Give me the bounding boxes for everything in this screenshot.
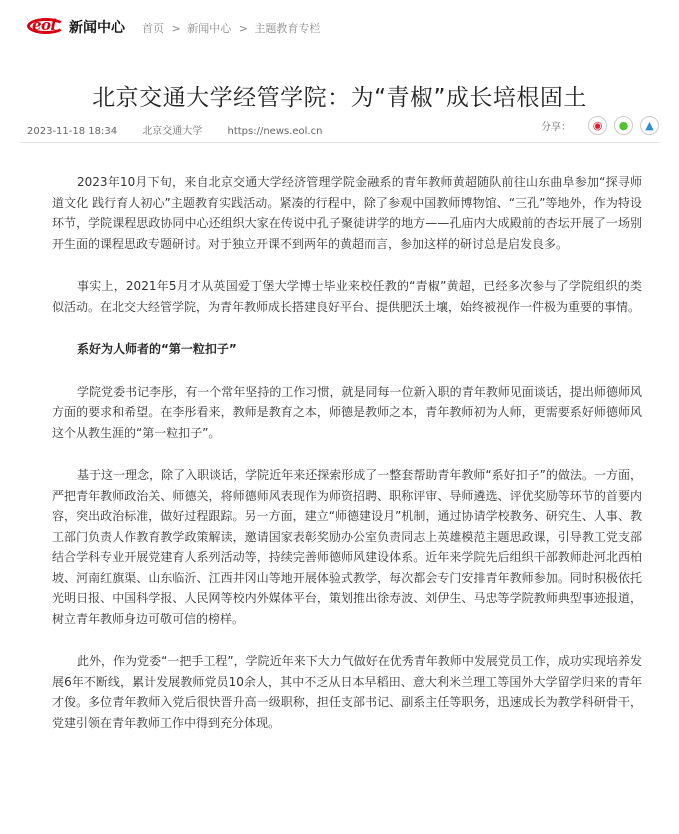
breadcrumb-news-center[interactable]: 新闻中心 <box>187 22 232 35</box>
paragraph: 基于这一理念，除了入职谈话，学院近年来还探索形成了一整套帮助青年教师“系好扣子”的做法。一方面，严把青年教师政治关、师德关，将师德师风表现作为师资招聘、职称评审、导师遴选、评优奖励等环节的首要内容，突出政治标准，做好过程跟踪。另一方面，建立“师德建设月”机制，通过协请学校教务、研究生、人事、教工部门负责人作教育教学政策解读，邀请国家表彰奖励办公室负责同志上英雄模范主题思政课，引导教工党支部结合学科专业开展党建育人系列活动等，持续完善师德师风建设体系。近年来学院先后组织干部教师赴河北西柏坡、河南红旗渠、山东临沂、江西井冈山等地开展体验式教学，每次都会专门安排青年教师参加。同时积极依托光明日报、中国科学报、人民网等校内外媒体平台，策划推出徐寿波、刘伊生、马忠等学院教师典型事迹报道，树立青年教师身边可敬可信的榜样。 <box>52 468 642 626</box>
paragraph: 2023年10月下旬，来自北京交通大学经济管理学院金融系的青年教师黄超随队前往山东曲阜参加“探寻师道文化 践行育人初心”主题教育实践活动。紧凑的行程中，除了参观中国教师博物馆、“三孔”等地外，作为特设环节，学院课程思政协同中心还组织大家在传说中孔子聚徒讲学的地方——孔庙内大成殿前的杏坛开展了一场别开生面的课程思政专题研讨。对于独立开课不到两年的黄超而言，参加这样的研讨总是启发良多。 <box>52 175 642 251</box>
source-url[interactable]: https://news.eol.cn <box>227 126 323 137</box>
section-heading: 系好为人师者的“第一粒扣子” <box>77 342 237 356</box>
paragraph: 事实上，2021年5月才从英国爱丁堡大学博士毕业来校任教的“青椒”黄超，已经多次参与了学院组织的类似活动。在北交大经管学院，为青年教师成长搭建良好平台、提供肥沃土壤，始终被视作一件极为重要的事情。 <box>52 279 642 314</box>
breadcrumb <box>142 20 321 36</box>
paragraph: 此外，作为党委“一把手工程”，学院近年来下大力气做好在优秀青年教师中发展党员工作，成功实现培养发展6年不断线，累计发展教师党员10余人，其中不乏从日本早稻田、意大利米兰理工等国外大学留学归来的青年才俊。多位青年教师入党后很快晋升高一级职称，担任支部书记、副系主任等职务，迅速成长为教学科研骨干，党建引领在青年教师工作中得到充分体现。 <box>52 654 642 730</box>
breadcrumb-separator: > <box>171 22 181 35</box>
share-bar <box>541 116 659 135</box>
article-body <box>52 172 642 755</box>
qzone-icon[interactable]: ▲ <box>640 116 659 135</box>
divider <box>20 142 659 143</box>
eol-logo-icon: eol <box>27 14 67 40</box>
site-header <box>0 0 679 52</box>
paragraph: 学院党委书记李彤，有一个常年坚持的工作习惯，就是同每一位新入职的青年教师见面谈话，提出师德师风方面的要求和希望。在李彤看来，教师是教育之本，师德是教师之本，青年教师初为人师，更需要系好师德师风这个从教生涯的“第一粒扣子”。 <box>52 384 642 440</box>
wechat-icon[interactable]: ● <box>614 116 633 135</box>
article-title: 北京交通大学经管学院：为“青椒”成长培根固土 <box>92 85 587 112</box>
weibo-icon[interactable]: ◉ <box>588 116 607 135</box>
article-meta <box>27 122 344 137</box>
site-name: 新闻中心 <box>69 20 125 36</box>
publish-date: 2023-11-18 18:34 <box>27 126 118 137</box>
share-label: 分享： <box>541 122 571 133</box>
site-logo[interactable] <box>27 14 125 40</box>
breadcrumb-home[interactable]: 首页 <box>142 22 164 35</box>
article-source: 北京交通大学 <box>142 126 203 137</box>
breadcrumb-column[interactable]: 主题教育专栏 <box>254 22 321 35</box>
breadcrumb-separator: > <box>238 22 248 35</box>
